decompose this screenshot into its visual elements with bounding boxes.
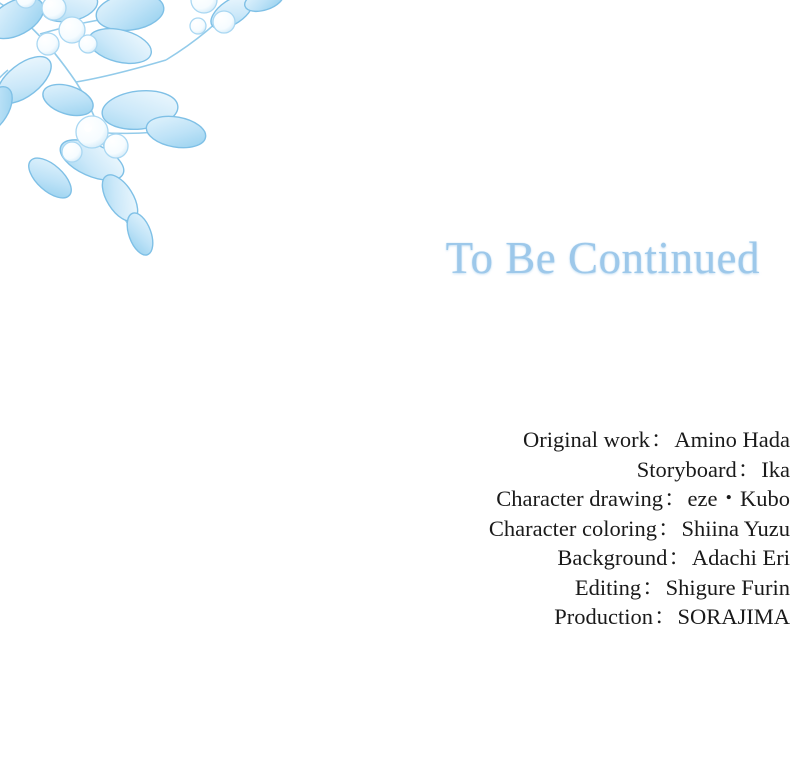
credit-name: eze・Kubo <box>687 486 790 511</box>
credit-name: SORAJIMA <box>677 604 790 629</box>
credit-name: Ika <box>761 456 790 482</box>
credit-role: Storyboard <box>636 456 737 482</box>
credit-name: Shigure Furin <box>665 574 790 600</box>
credit-name: Amino Hada <box>674 427 790 452</box>
credit-line <box>230 602 790 632</box>
to-be-continued-text: To Be Continued <box>445 233 760 283</box>
credit-separator: ： <box>642 574 665 600</box>
credit-line <box>230 573 790 603</box>
credit-line <box>230 484 790 514</box>
credit-role: Character coloring <box>488 515 657 541</box>
credit-separator: ： <box>668 545 691 570</box>
credit-line <box>230 514 790 544</box>
credits-block <box>230 425 790 632</box>
credit-separator: ： <box>650 427 674 452</box>
credit-name: Adachi Eri <box>691 545 790 570</box>
credit-role: Character drawing <box>496 486 664 511</box>
credit-name: Shiina Yuzu <box>681 515 790 541</box>
credit-separator: ： <box>737 456 761 482</box>
credit-line <box>230 543 790 573</box>
credit-role: Production <box>554 604 653 629</box>
credit-separator: ： <box>653 604 677 629</box>
credit-separator: ： <box>657 515 681 541</box>
credit-role: Original work <box>523 427 650 452</box>
credit-line <box>230 425 790 455</box>
credit-role: Background <box>557 545 668 570</box>
credit-line <box>230 455 790 485</box>
credit-separator: ： <box>664 486 687 511</box>
credit-role: Editing <box>574 574 642 600</box>
